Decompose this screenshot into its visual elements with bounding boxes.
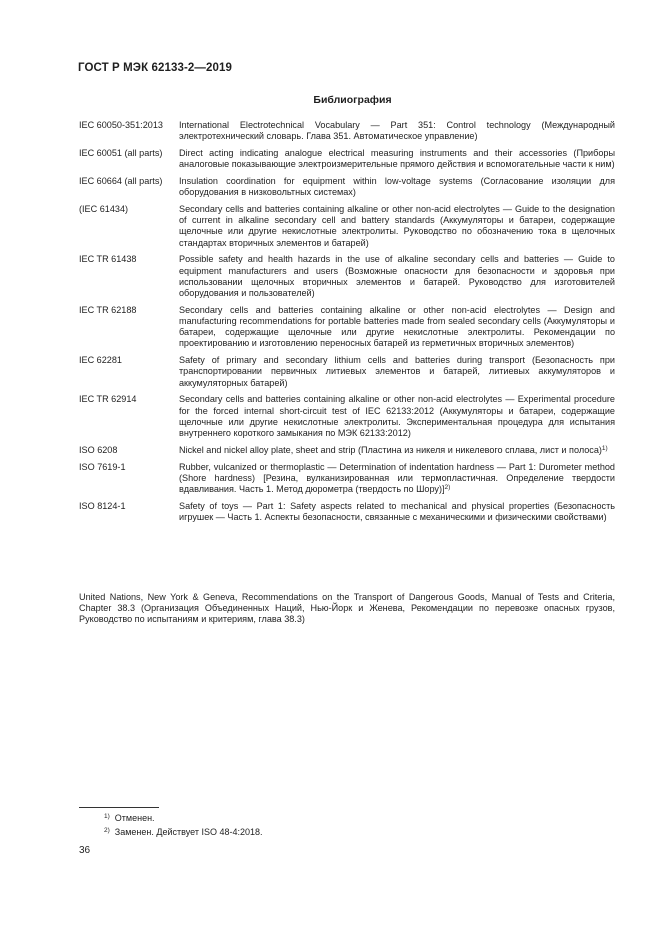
section-title: Библиография — [313, 94, 392, 106]
entry-reference: ISO 7619-1 — [79, 461, 126, 472]
bibliography-entry — [79, 254, 615, 299]
document-header: ГОСТ Р МЭК 62133-2—2019 — [78, 62, 232, 74]
entry-text: International Electrotechnical Vocabulary — Part 351: Control technology (Международный электротехнический словарь. Глава 351. Автоматическое управление) — [179, 120, 615, 142]
footnote-text: Заменен. Действует ISO 48-4:2018. — [114, 827, 263, 837]
entry-text-container — [179, 462, 615, 496]
bibliography-list — [79, 120, 615, 529]
footnote-mark: 2) — [104, 827, 110, 834]
bibliography-entry — [79, 445, 615, 456]
entry-reference: IEC TR 62188 — [79, 304, 137, 315]
bibliography-entry — [79, 355, 615, 389]
entry-text: Possible safety and health hazards in the use of alkaline secondary cells and batteries — Guide to equipment manufacturers and users (Возможные опасности для безопасности и здоровья при использовании щелочных вторичных элементов и батарей. Руководство для изготовителей оборудования и пользователей) — [179, 254, 615, 299]
entry-text-container — [179, 445, 615, 456]
entry-text: Secondary cells and batteries containing alkaline or other non-acid electrolytes — Experimental procedure for the forced internal short-circuit test of IEC 62133:2012 (Аккумуляторы и батареи, содержащие щелочные или другие некислотные электролиты. Экспериментальная процедура для испытания внутреннего короткого замыкания по МЭК 62133:2012) — [179, 394, 615, 439]
entry-reference: ISO 8124-1 — [79, 500, 126, 511]
entry-text: Safety of primary and secondary lithium cells and batteries during transport (Безопасность при транспортировании первичных литиевых элементов и батарей, литиевых аккумуляторов и аккумуляторных батарей) — [179, 355, 615, 388]
footnote-marker: 2) — [444, 484, 451, 492]
entry-text: Insulation coordination for equipment within low-voltage systems (Согласование изоляции для оборудования в низковольтных системах) — [179, 176, 615, 198]
bibliography-entry — [79, 501, 615, 523]
footnote — [104, 827, 262, 838]
entry-reference: IEC 60051 (all parts) — [79, 148, 163, 158]
bibliography-entry — [79, 176, 615, 198]
entry-text: Safety of toys — Part 1: Safety aspects related to mechanical and physical properties (Безопасность игрушек — Часть 1. Аспекты безопасности, связанные с механическими и физическими свойствами) — [179, 500, 615, 523]
entry-reference: (IEC 61434) — [79, 204, 129, 214]
entry-reference: ISO 6208 — [79, 444, 118, 455]
entry-text: Direct acting indicating analogue electrical measuring instruments and their accessories (Приборы аналоговые показывающие электроизмерительные прямого действия и вспомогательные части к ним) — [179, 148, 615, 170]
footnote-text: Отменен. — [114, 813, 155, 823]
entry-reference: IEC TR 62914 — [79, 394, 137, 405]
bibliography-entry — [79, 204, 615, 249]
entry-reference: IEC 60050-351:2013 — [79, 120, 163, 130]
footnote-marker: 1) — [601, 444, 608, 452]
entry-text: Secondary cells and batteries containing alkaline or other non-acid electrolytes — Design and manufacturing recommendations for portable batteries made from sealed secondary cells (Аккумуляторы и батареи, содержащие щелочные или другие некислотные электролиты. Рекомендации по проектированию и изготовлению переносных батарей из герметичных вторичных элементов) — [179, 304, 615, 349]
entry-reference: IEC 62281 — [79, 355, 122, 366]
entry-text: Rubber, vulcanized or thermoplastic — Determination of indentation hardness — Part 1: Durometer method (Shore hardness) [Резина, вулканизированная или термопластичная. Определение твердости вдавливания. Часть 1. Метод дюрометра (твердость по Шору)] — [179, 461, 615, 495]
bibliography-entry — [79, 148, 615, 170]
footnote-divider — [79, 807, 159, 808]
bibliography-entry — [79, 394, 615, 439]
bibliography-entry — [79, 462, 615, 496]
bibliography-entry — [79, 305, 615, 350]
bibliography-entry — [79, 120, 615, 142]
footnote-mark: 1) — [104, 813, 110, 820]
final-reference: United Nations, New York & Geneva, Recommendations on the Transport of Dangerous Goods, Manual of Tests and Criteria, Chapter 38.3 (Организация Объединенных Наций, Нью-Йорк и Женева, Рекомендации по перевозке опасных грузов, Руководство по испытаниям и критериям, глава 38.3) — [79, 592, 615, 625]
entry-reference: IEC TR 61438 — [79, 254, 137, 265]
entry-text: Nickel and nickel alloy plate, sheet and strip (Пластина из никеля и никелевого сплава, лист и полоса) — [179, 444, 602, 455]
entry-reference: IEC 60664 (all parts) — [79, 176, 163, 186]
entry-text: Secondary cells and batteries containing alkaline or other non-acid electrolytes — Guide to the designation of current in alkaline secondary cell and battery standards (Аккумуляторы и батареи, содержащие щелочные или другие некислотные электролиты. Руководство по обозначению тока в щелочных стандартах вторичных элементов и батарей) — [179, 204, 615, 248]
page-number: 36 — [79, 845, 91, 856]
footnote — [104, 813, 155, 824]
